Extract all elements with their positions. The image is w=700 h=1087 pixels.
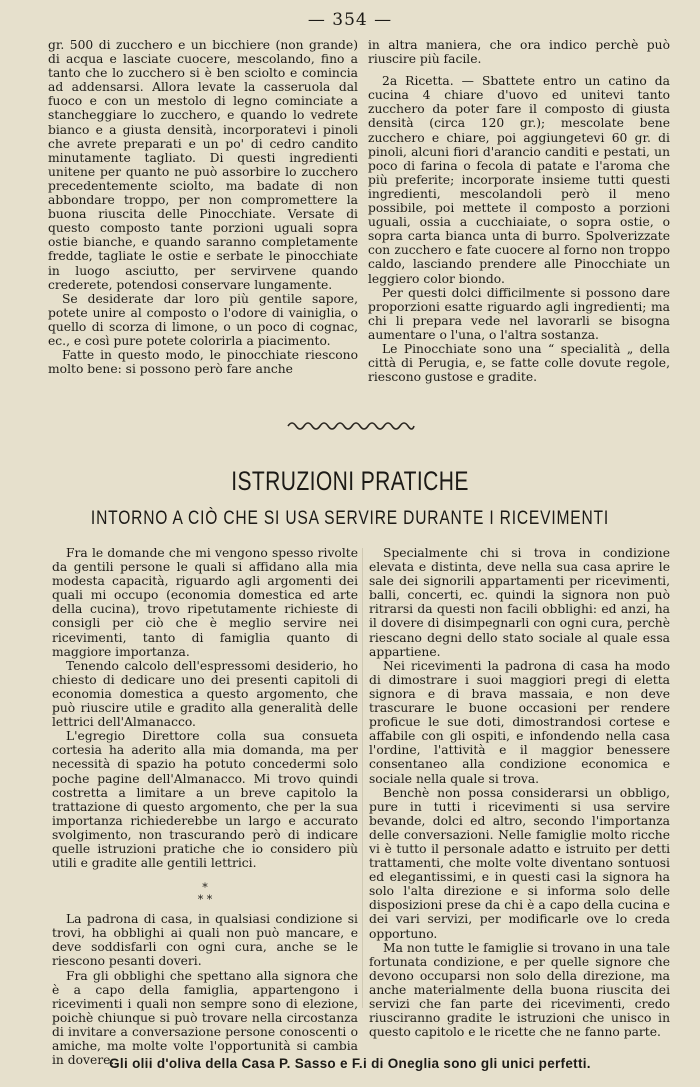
column-divider — [362, 548, 363, 1008]
paragraph: Fatte in questo modo, le pinocchiate riescono molto bene: si possono però fare anche — [48, 348, 358, 377]
paragraph: 2a Ricetta. — Sbattete entro un catino da cucina 4 chiare d'uovo ed unitevi tanto zucchero da poter fare il composto di giusta densità (circa 120 gr.); mescolate bene zucchero e chiare, poi aggiungetevi 60 gr. di pinoli, alcuni fiori d'arancio canditi e pestati, un poco di farina o fecola di patate e l'aroma che più preferite; incorporate insieme tutti questi ingredienti, mescolandoli però il meno possibile, poi mettete il composto a porzioni uguali, ossia a cucchiaiate, o sopra ostie, o sopra carta bianca unta di burro. Spolverizzate con zucchero e fate cuocere al forno non troppo caldo, lasciando prendere alle Pinocchiate un leggiero color biondo. — [368, 74, 670, 286]
paragraph: Fra gli obblighi che spettano alla signora che è a capo della famiglia, appartengono i ricevimenti i quali non sempre sono di elezione, poichè chiunque si può trovare nella circostanza di invitare a conversazione persone conoscenti o amiche, ma molte volte l'opportunità si cambia in dovere. — [52, 968, 358, 1068]
paragraph: Fra le domande che mi vengono spesso rivolte da gentili persone le quali si affidano alla mia modesta capacità, riguardo agli argomenti dei quali mi occupo (economia domestica ed arte della cucina), trovo ripetutamente richieste di consigli per ciò che è meglio servire nei ricevimenti, tanto di famiglia quanto di maggiore importanza. — [52, 546, 358, 659]
paragraph: Se desiderate dar loro più gentile sapore, potete unire al composto o l'odore di vainiglia, o quello di scorza di limone, o un poco di cognac, ec., e così pure potete colorirla a piacimento. — [48, 291, 358, 348]
asterism-separator: * * * — [197, 881, 213, 907]
paragraph: Nei ricevimenti la padrona di casa ha modo di dimostrare i suoi maggiori pregi di eletta signora e di brava massaia, e non deve trascurare le buone occasioni per rendere proficue le sue doti, dimostrandosi cortese e affabile con gli ospiti, e infondendo nella casa l'ordine, l'attività e il maggior benessere consentaneo alla condizione economica e sociale nella quale si trova. — [369, 658, 670, 786]
paragraph: in altra maniera, che ora indico perchè può riuscire più facile. — [368, 38, 670, 67]
recipe-column-right — [368, 38, 670, 384]
article-column-left — [52, 546, 358, 1067]
article-column-right — [369, 546, 670, 1039]
paragraph: Benchè non possa considerarsi un obbligo, pure in tutti i ricevimenti si usa servire bevande, dolci ed altro, secondo l'importanza delle conversazioni. Nelle famiglie molto ricche vi è tutto il personale adatto e istruito per detti trattamenti, che molte volte diventano sontuosi ed elegantissimi, e in questi casi la signora ha solo l'alta direzione e si informa solo delle disposizioni prese da chi è a capo della cucina e dei vari servizi, per modificarle ove lo creda opportuno. — [369, 785, 670, 941]
recipe-column-left — [48, 38, 358, 376]
wave-ornament — [286, 418, 416, 434]
paragraph: Le Pinocchiate sono una “ specialità „ della città di Perugia, e, se fatte colle dovute regole, riescono gustose e gradite. — [368, 341, 670, 385]
paragraph: Specialmente chi si trova in condizione elevata e distinta, deve nella sua casa aprire le sale dei signorili appartamenti per ricevimenti, balli, concerti, ec. quindi la signora non può ritrarsi da questi non facili obblighi: ed anzi, ha il dovere di disimpegnarli con ogni cura, perchè riescano degni dello stato sociale al quale essa appartiene. — [369, 546, 670, 659]
paragraph: gr. 500 di zucchero e un bicchiere (non grande) di acqua e lasciate cuocere, mescolando, fino a tanto che lo zucchero si è ben sciolto e comincia ad addensarsi. Allora levate la casseruola dal fuoco e con un mestolo di legno cominciate a stancheggiare lo zucchero, e quando lo vedrete bianco e a giusta densità, incorporatevi i pinoli che avrete preparati e un po' di cedro candito minutamente tagliato. Di questi ingredienti unitene per quanto ne può assorbire lo zucchero precedentemente sciolto, ma badate di non abbondare troppo, per non compromettere la buona riuscita delle Pinocchiate. Versate di questo composto tante porzioni uguali sopra ostie bianche, e quando saranno completamente fredde, tagliate le ostie e serbate le pinocchiate in luogo asciutto, per servirvene quando crederete, potendosi conservare lungamente. — [48, 38, 358, 292]
paragraph: Per questi dolci difficilmente si possono dare proporzioni esatte riguardo agli ingredienti; ma chi li prepara vede nel lavorarli se bisogna aumentare o l'una, o l'altra sostanza. — [368, 285, 670, 342]
paragraph: Ma non tutte le famiglie si trovano in una tale fortunata condizione, e per quelle signore che devono occuparsi non solo della direzione, ma anche materialmente della buona riuscita dei servizi che fan parte dei ricevimenti, credo riusciranno gradite le istruzioni che unisco in questo capitolo e le ricette che ne fanno parte. — [369, 940, 670, 1040]
paragraph: La padrona di casa, in qualsiasi condizione si trovi, ha obblighi ai quali non può mancare, e deve soddisfarli con ogni cura, anche se le riescono pesanti doveri. — [52, 912, 358, 969]
section-title: ISTRUZIONI PRATICHE — [231, 466, 469, 496]
footer-advertisement: Gli olii d'oliva della Casa P. Sasso e F.i di Oneglia sono gli unici perfetti. — [109, 1056, 591, 1071]
page-number: — 354 — — [307, 10, 393, 30]
section-subtitle: INTORNO A CIÒ CHE SI USA SERVIRE DURANTE I RICEVIMENTI — [90, 508, 610, 529]
paragraph: L'egregio Direttore colla sua consueta cortesia ha aderito alla mia domanda, ma per necessità di spazio ha potuto concedermi solo poche pagine dell'Almanacco. Mi trovo quindi costretta a limitare a un breve capitolo la trattazione di questo argomento, che per la sua importanza richiederebbe un largo e accurato svolgimento, non trascurando però di indicare quelle istruzioni pratiche che io considero più utili e gradite alle gentili lettrici. — [52, 729, 358, 871]
paragraph: Tenendo calcolo dell'espressomi desiderio, ho chiesto di dedicare uno dei presenti capitoli di economia domestica a questo argomento, che può riuscire utile e gradito alla generalità delle lettrici dell'Almanacco. — [52, 658, 358, 730]
